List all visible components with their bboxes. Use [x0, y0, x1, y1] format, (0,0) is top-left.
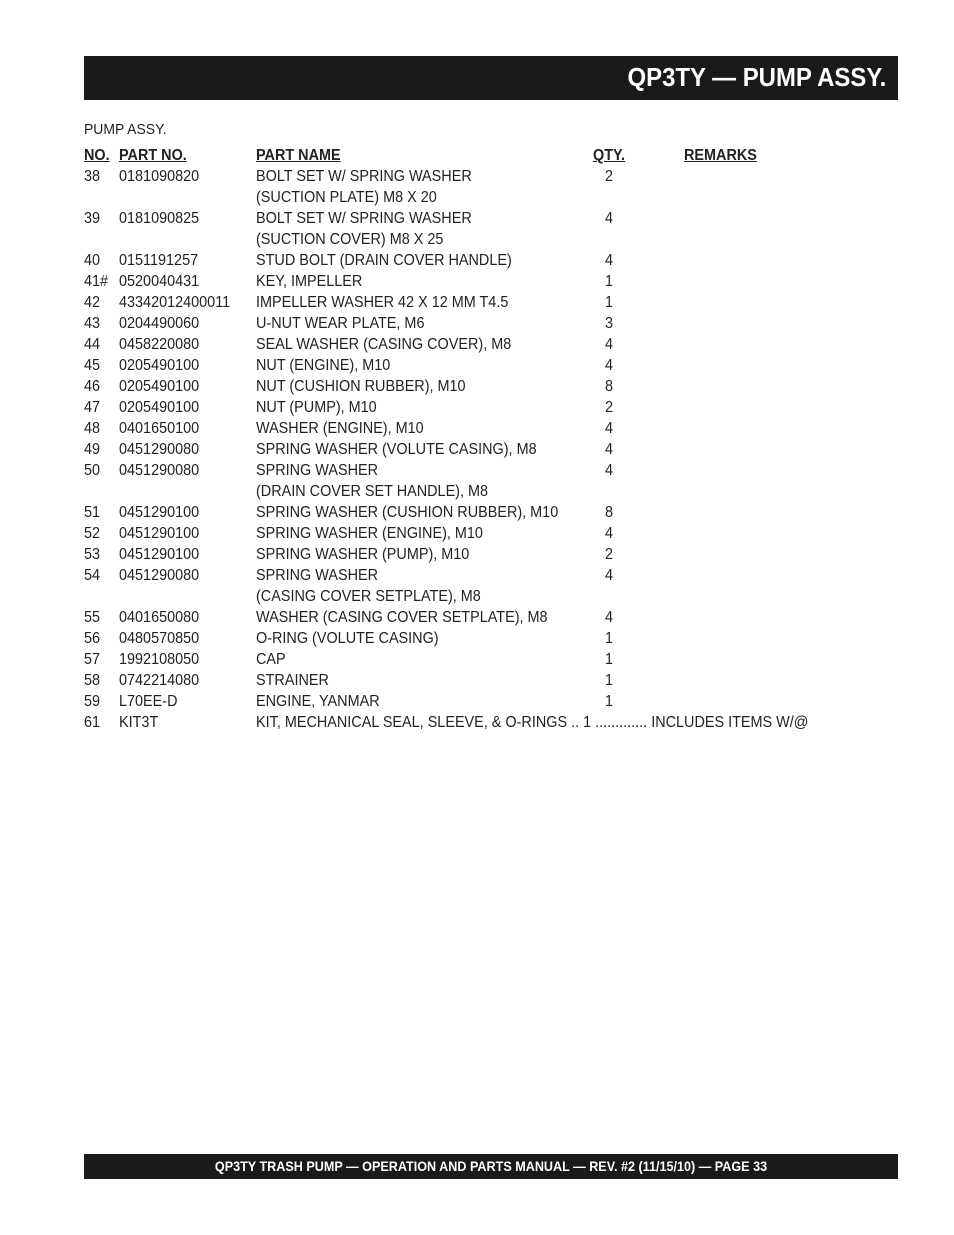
part-qty: 1: [605, 273, 614, 290]
part-number: KIT3T: [119, 714, 159, 731]
part-name: SPRING WASHER (ENGINE), M10: [256, 525, 483, 542]
col-header-part-no: PART NO.: [119, 147, 187, 164]
part-number-index: 55: [84, 609, 101, 626]
table-row: [84, 356, 884, 377]
part-number: 0451290100: [119, 525, 200, 542]
table-row: [84, 440, 884, 461]
part-number-index: 61: [84, 714, 101, 731]
part-number: 0401650080: [119, 609, 200, 626]
part-qty: 4: [605, 357, 614, 374]
part-number-index: 43: [84, 315, 101, 332]
part-number-index: 40: [84, 252, 101, 269]
part-name: SPRING WASHER: [256, 567, 379, 584]
table-row: [84, 209, 884, 230]
part-name: ENGINE, YANMAR: [256, 693, 380, 710]
table-row: [84, 377, 884, 398]
part-name: STUD BOLT (DRAIN COVER HANDLE): [256, 252, 512, 269]
part-name: SPRING WASHER (VOLUTE CASING), M8: [256, 441, 537, 458]
part-qty: 1: [605, 651, 614, 668]
part-number-index: 38: [84, 168, 101, 185]
table-row: [84, 650, 884, 671]
part-number-index: 44: [84, 336, 101, 353]
part-qty: 1: [605, 693, 614, 710]
part-number-index: 41#: [84, 273, 109, 290]
part-number: 43342012400011: [119, 294, 231, 311]
part-number-index: 48: [84, 420, 101, 437]
part-name: U-NUT WEAR PLATE, M6: [256, 315, 425, 332]
table-row: [84, 503, 884, 524]
table-row-continuation: [84, 482, 884, 503]
part-number: 0151191257: [119, 252, 199, 269]
table-row: [84, 272, 884, 293]
part-name: WASHER (CASING COVER SETPLATE), M8: [256, 609, 548, 626]
table-row: [84, 713, 884, 734]
part-name: SPRING WASHER: [256, 462, 379, 479]
part-number: 0451290080: [119, 462, 200, 479]
table-row: [84, 671, 884, 692]
part-number-index: 39: [84, 210, 101, 227]
parts-list-header: [84, 146, 884, 167]
col-header-no: NO.: [84, 147, 110, 164]
table-row: [84, 608, 884, 629]
table-row: [84, 629, 884, 650]
table-row-continuation: [84, 188, 884, 209]
part-number-index: 47: [84, 399, 101, 416]
part-qty: 8: [605, 504, 614, 521]
part-name: NUT (CUSHION RUBBER), M10: [256, 378, 466, 395]
part-number-index: 50: [84, 462, 101, 479]
part-number-index: 52: [84, 525, 101, 542]
part-qty: 4: [605, 336, 614, 353]
part-name-continued: (CASING COVER SETPLATE), M8: [256, 588, 481, 605]
table-row: [84, 293, 884, 314]
part-name-continued: (SUCTION PLATE) M8 X 20: [256, 189, 437, 206]
table-row: [84, 314, 884, 335]
table-row: [84, 545, 884, 566]
part-number-index: 56: [84, 630, 101, 647]
part-number-index: 59: [84, 693, 101, 710]
part-qty: 1: [605, 630, 614, 647]
col-header-qty: QTY.: [593, 147, 626, 164]
part-number: 1992108050: [119, 651, 200, 668]
part-number: 0458220080: [119, 336, 200, 353]
part-qty: 4: [605, 567, 614, 584]
col-header-part-name: PART NAME: [256, 147, 341, 164]
table-row: [84, 461, 884, 482]
part-name: WASHER (ENGINE), M10: [256, 420, 424, 437]
title-bar: [84, 56, 898, 100]
part-name: IMPELLER WASHER 42 X 12 MM T4.5: [256, 294, 509, 311]
part-name: KIT, MECHANICAL SEAL, SLEEVE, & O-RINGS .. 1 ............. INCLUDES ITEMS W/@: [256, 714, 809, 731]
part-number-index: 49: [84, 441, 101, 458]
part-number-index: 53: [84, 546, 101, 563]
part-number: 0204490060: [119, 315, 200, 332]
table-row: [84, 566, 884, 587]
page-title: QP3TY — PUMP ASSY.: [627, 62, 886, 92]
table-row-continuation: [84, 230, 884, 251]
part-name: BOLT SET W/ SPRING WASHER: [256, 210, 472, 227]
part-name: SEAL WASHER (CASING COVER), M8: [256, 336, 512, 353]
part-name: NUT (PUMP), M10: [256, 399, 377, 416]
part-qty: 4: [605, 252, 614, 269]
part-number: L70EE-D: [119, 693, 178, 710]
part-qty: 2: [605, 399, 614, 416]
part-name: CAP: [256, 651, 286, 668]
table-row: [84, 692, 884, 713]
part-qty: 4: [605, 462, 614, 479]
part-number: 0520040431: [119, 273, 200, 290]
table-row: [84, 167, 884, 188]
footer-text: QP3TY TRASH PUMP — OPERATION AND PARTS MANUAL — REV. #2 (11/15/10) — PAGE 33: [214, 1158, 768, 1174]
part-name: STRAINER: [256, 672, 329, 689]
part-name-continued: (SUCTION COVER) M8 X 25: [256, 231, 444, 248]
part-number-index: 57: [84, 651, 101, 668]
section-label: PUMP ASSY.: [84, 121, 167, 138]
table-row: [84, 398, 884, 419]
part-number: 0181090825: [119, 210, 200, 227]
part-qty: 1: [605, 672, 614, 689]
part-qty: 4: [605, 210, 614, 227]
part-number: 0451290100: [119, 504, 200, 521]
part-name-continued: (DRAIN COVER SET HANDLE), M8: [256, 483, 489, 500]
part-qty: 2: [605, 546, 614, 563]
parts-list: [84, 146, 884, 734]
part-name: KEY, IMPELLER: [256, 273, 363, 290]
part-qty: 2: [605, 168, 614, 185]
table-row: [84, 251, 884, 272]
part-number-index: 54: [84, 567, 101, 584]
part-qty: 4: [605, 441, 614, 458]
table-row: [84, 419, 884, 440]
footer-bar: [84, 1154, 898, 1179]
part-number: 0451290080: [119, 441, 200, 458]
col-header-remarks: REMARKS: [684, 147, 757, 164]
part-number: 0451290080: [119, 567, 200, 584]
part-name: SPRING WASHER (PUMP), M10: [256, 546, 470, 563]
part-number: 0181090820: [119, 168, 200, 185]
part-number: 0451290100: [119, 546, 200, 563]
part-qty: 1: [605, 294, 614, 311]
part-name: SPRING WASHER (CUSHION RUBBER), M10: [256, 504, 559, 521]
table-row: [84, 524, 884, 545]
part-name: O-RING (VOLUTE CASING): [256, 630, 439, 647]
part-name: BOLT SET W/ SPRING WASHER: [256, 168, 472, 185]
table-row-continuation: [84, 587, 884, 608]
part-name: NUT (ENGINE), M10: [256, 357, 391, 374]
part-number: 0205490100: [119, 357, 200, 374]
part-qty: 3: [605, 315, 614, 332]
part-number-index: 45: [84, 357, 101, 374]
part-number-index: 51: [84, 504, 101, 521]
part-qty: 8: [605, 378, 614, 395]
part-number-index: 58: [84, 672, 101, 689]
part-qty: 4: [605, 525, 614, 542]
part-number-index: 46: [84, 378, 101, 395]
part-qty: 4: [605, 609, 614, 626]
table-row: [84, 335, 884, 356]
part-qty: 4: [605, 420, 614, 437]
part-number-index: 42: [84, 294, 101, 311]
part-number: 0205490100: [119, 399, 200, 416]
part-number: 0205490100: [119, 378, 200, 395]
part-number: 0401650100: [119, 420, 200, 437]
part-number: 0480570850: [119, 630, 200, 647]
part-number: 0742214080: [119, 672, 200, 689]
